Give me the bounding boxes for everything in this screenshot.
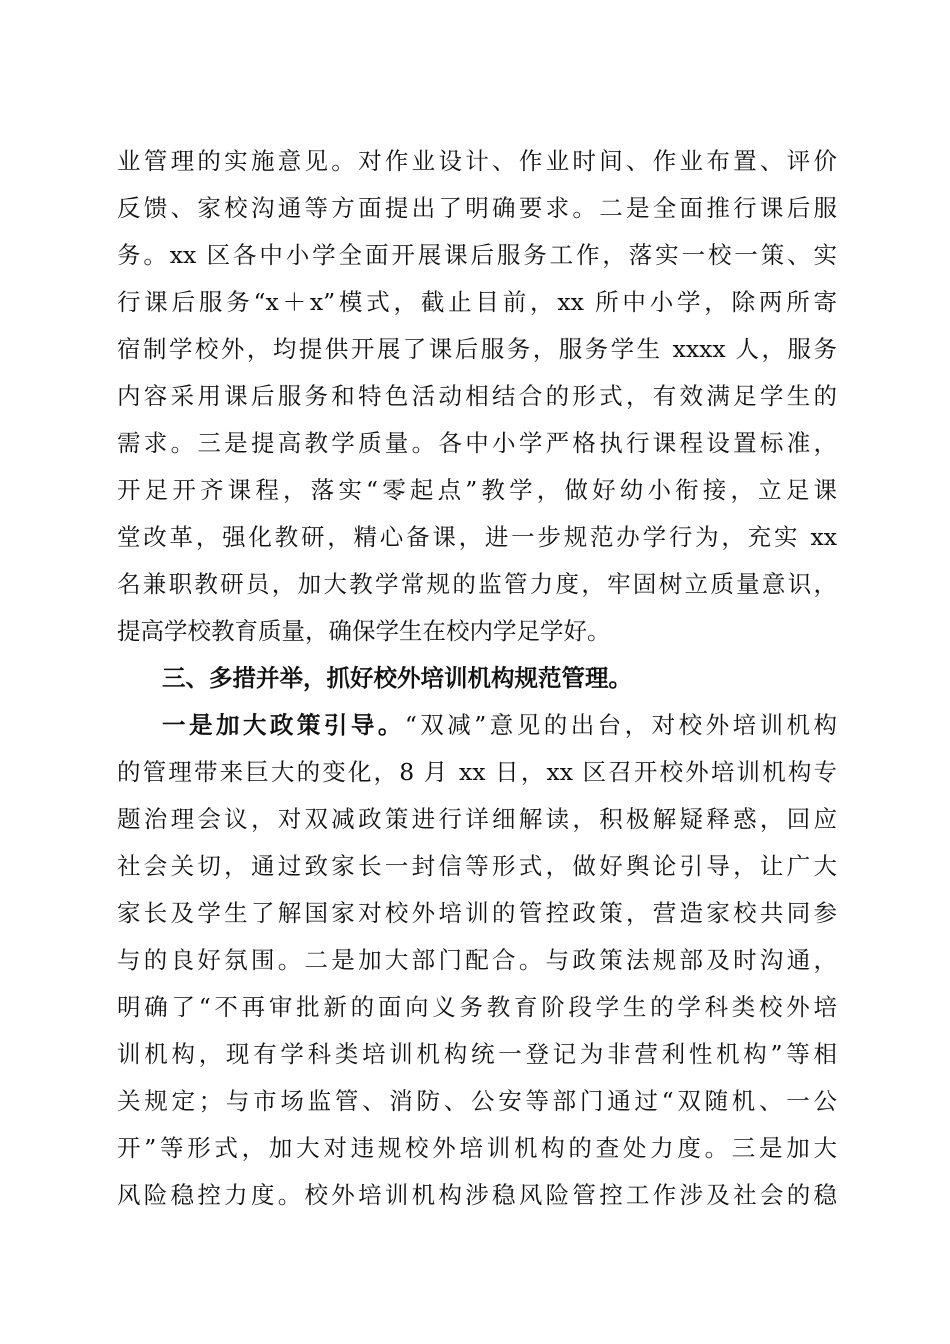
paragraph-line: 关规定；与市场监管、消防、公安等部门通过“双随机、一公 [117,1087,837,1115]
paragraph-line: 家长及学生了解国家对校外培训的管控政策，营造家校共同参 [117,899,837,927]
paragraph-line: 业管理的实施意见。对作业设计、作业时间、作业布置、评价 [117,147,837,175]
paragraph-line: 需求。三是提高教学质量。各中小学严格执行课程设置标准， [117,429,837,457]
paragraph-line: 题治理会议，对双减政策进行详细解读，积极解疑释惑，回应 [117,805,837,833]
paragraph-line: 反馈、家校沟通等方面提出了明确要求。二是全面推行课后服 [117,194,837,222]
paragraph-line: 名兼职教研员，加大教学常规的监管力度，牢固树立质量意识， [117,570,837,598]
paragraph-line: 社会关切，通过致家长一封信等形式，做好舆论引导，让广大 [117,852,837,880]
paragraph-line: 宿制学校外，均提供开展了课后服务，服务学生 xxxx 人，服务 [117,335,837,363]
paragraph-first-line [162,710,837,740]
paragraph-line: 堂改革，强化教研，精心备课，进一步规范办学行为，充实 xx [117,523,837,551]
section-heading: 三、多措并举，抓好校外培训机构规范管理。 [162,664,632,692]
paragraph-line: 开足开齐课程，落实“零起点”教学，做好幼小衔接，立足课 [117,476,837,504]
paragraph-line: 明确了“不再审批新的面向义务教育阶段学生的学科类校外培 [117,993,837,1021]
paragraph-line: 内容采用课后服务和特色活动相结合的形式，有效满足学生的 [117,382,837,410]
paragraph-line: 开”等形式，加大对违规校外培训机构的查处力度。三是加大 [117,1134,837,1162]
paragraph-line: 风险稳控力度。校外培训机构涉稳风险管控工作涉及社会的稳 [117,1181,837,1209]
paragraph-line: 的管理带来巨大的变化，8 月 xx 日，xx 区召开校外培训机构专 [117,758,837,786]
paragraph-line: 提高学校教育质量，确保学生在校内学足学好。 [117,617,611,645]
paragraph-lead: 一是加大政策引导。 [162,711,405,739]
paragraph-first-line-rest: “双减”意见的出台，对校外培训机构 [404,711,837,739]
paragraph-line: 训机构，现有学科类培训机构统一登记为非营利性机构”等相 [117,1040,837,1068]
paragraph-line: 务。xx 区各中小学全面开展课后服务工作，落实一校一策、实 [117,241,837,269]
paragraph-line: 行课后服务“x＋x”模式，截止目前，xx 所中小学，除两所寄 [117,288,837,316]
paragraph-line: 与的良好氛围。二是加大部门配合。与政策法规部及时沟通， [117,946,837,974]
